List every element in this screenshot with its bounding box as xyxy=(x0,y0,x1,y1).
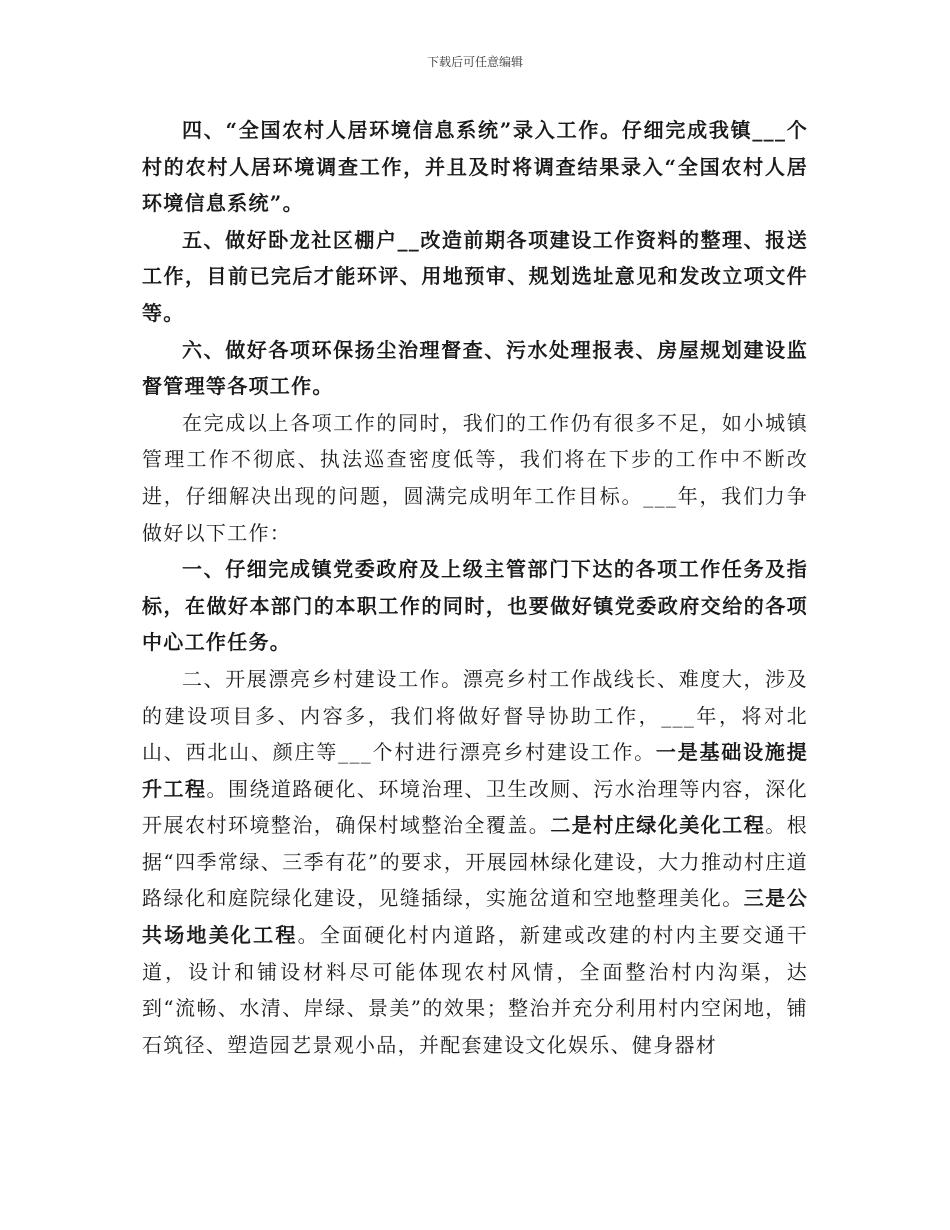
document-body xyxy=(142,112,808,1063)
page-header: 下载后可任意编辑 xyxy=(426,55,523,69)
paragraph-text: 。围绕道路硬化、环境治理、卫生改厕、污水治理等内容，深化开展农村环境整治，确保村域整治全覆盖。 xyxy=(142,776,808,838)
paragraph-text: 一、仔细完成镇党委政府及上级主管部门下达的各项工作任务及指标，在做好本部门的本职工作的同时，也要做好镇党委政府交给的各项中心工作任务。 xyxy=(142,557,808,655)
highlight-infrastructure: 一是基础设施提升工程 xyxy=(142,740,808,801)
paragraph-text: 五、做好卧龙社区棚户__改造前期各项建设工作资料的整理、报送工作，目前已完后才能环评、用地预审、规划选址意见和发改立项文件等。 xyxy=(142,227,808,325)
paragraph-text: 。根据“四季常绿、三季有花”的要求，开展园林绿化建设，大力推动村庄道路绿化和庭院绿化建设，见缝插绿，实施岔道和空地整理美化。 xyxy=(142,813,809,911)
paragraph-plan-2 xyxy=(142,661,808,1064)
paragraph-text: 二、开展漂亮乡村建设工作。漂亮乡村工作战线长、难度大，涉及的建设项目多、内容多，我们将做好督导协助工作，___年，将对北山、西北山、颜庄等___个村进行漂亮乡村建设工作。 xyxy=(142,666,808,765)
paragraph-text: 在完成以上各项工作的同时，我们的工作仍有很多不足，如小城镇管理工作不彻底、执法巡查密度低等，我们将在下步的工作中不断改进，仔细解决出现的问题，圆满完成明年工作目标。___年，我们力争做好以下工作： xyxy=(142,410,808,545)
paragraph-summary xyxy=(142,405,808,551)
paragraph-text: 四、“全国农村人居环境信息系统”录入工作。仔细完成我镇___个村的农村人居环境调查工作，并且及时将调查结果录入“全国农村人居环境信息系统”。 xyxy=(142,118,808,216)
paragraph-5 xyxy=(142,222,808,332)
paragraph-text: 六、做好各项环保扬尘治理督查、污水处理报表、房屋规划建设监督管理等各项工作。 xyxy=(142,337,808,399)
paragraph-6 xyxy=(142,332,808,405)
paragraph-4 xyxy=(142,112,808,222)
highlight-public-space: 三是公共场地美化工程 xyxy=(142,886,808,948)
highlight-greening: 二是村庄绿化美化工程 xyxy=(550,813,766,838)
paragraph-plan-1 xyxy=(142,551,808,661)
paragraph-text: 。全面硬化村内道路，新建或改建的村内主要交通干道，设计和铺设材料尽可能体现农村风情，全面整治村内沟渠，达到“流畅、水清、岸绿、景美”的效果；整治并充分利用村内空闲地，铺石筑径、塑造园艺景观小品，并配套建设文化娱乐、健身器材 xyxy=(142,923,808,1057)
